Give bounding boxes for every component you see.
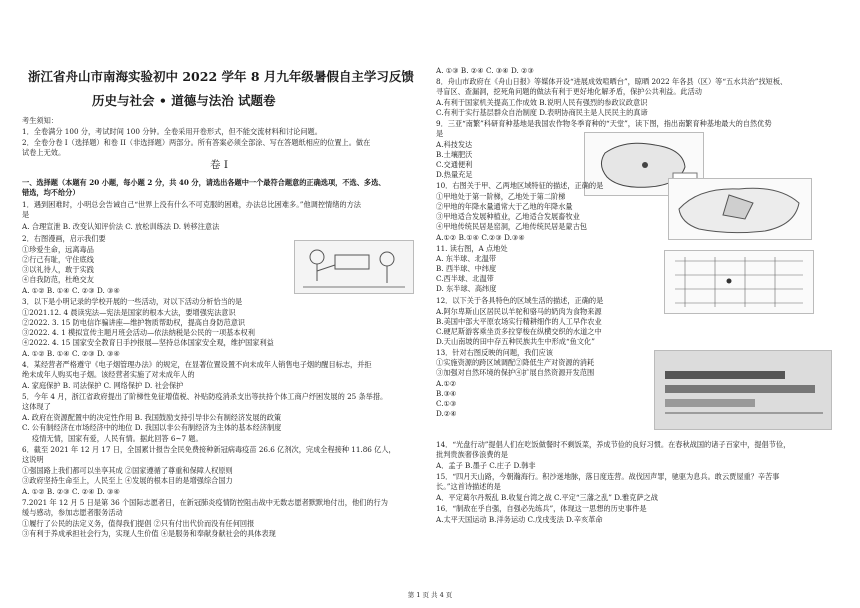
question-9-cont: 是: [436, 129, 444, 138]
question-11-option-c: C.西半球、北温带: [436, 274, 494, 283]
note-2-cont: 试卷上无效。: [22, 148, 66, 157]
note-1: 1．全卷满分 100 分，考试时间 100 分钟。全卷采用开卷形式，但不能交流材料和讨论问题。: [22, 127, 322, 136]
question-3: 3．以下是小明记录的学校开展的一些活动，对以下活动分析恰当的是: [22, 297, 243, 306]
question-2-item-2: ②行己有耻，守住底线: [22, 255, 94, 264]
question-16-options: A.太平天国运动 B.洋务运动 C.戊戌变法 D.辛亥革命: [436, 515, 603, 524]
note-2: 2．全卷分卷 I（选择题）和卷 II（非选择题）两部分。所有答案必须全部涂、写在答题纸相应的位置上。做在: [22, 138, 371, 147]
question-5-cont: 这体现了: [22, 402, 51, 411]
question-6-items-12: ①强国路上我们都可以坐享其成 ②国家遵循了尊重和保障人权原则: [22, 466, 233, 475]
question-3-item-3: ③2022. 4. 1 模拟宣传主题月班会活动—依法纳税是公民的一项基本权利: [22, 328, 255, 337]
question-11-option-b: B. 西半球、中纬度: [436, 264, 497, 273]
question-15-cont: 长。”这首诗描述的是: [436, 482, 501, 491]
question-3-item-4: ④2022. 4. 15 国家安全教育日手抄报展—坚持总体国家安全观，维护国家利益: [22, 338, 274, 347]
part1-instructions: 一、选择题（本题有 20 小题，每小题 2 分，共 40 分，请选出各题中一个最符合题意的正确选项，不选、多选、: [22, 178, 386, 187]
page-footer: 第 1 页 共 4 页: [407, 591, 453, 599]
part1-instructions-cont: 错选，均不给分）: [22, 188, 80, 197]
question-2-item-3: ③以礼待人，敢于实践: [22, 265, 94, 274]
question-14: 14．“光盘行动”提倡人们在吃饭做餐时不剩饭菜，养成节俭的良好习惯。在春秋战国的诸子百家中，提倡节俭，: [436, 440, 791, 449]
question-5: 5．今年 4 月，浙江省政府提出了阶梯性免征增值税、补贴防疫消杀支出等扶持个体工商户纾困发展的 25 条举措。: [22, 392, 388, 401]
question-14-cont: 批判贵族奢侈浪费的是: [436, 450, 508, 459]
question-13: 13．针对右图反映的问题，我们应该: [436, 348, 553, 357]
question-5-options-ab: A. 政府在资源配置中的决定性作用 B. 我国鼓励支持引导非公有制经济发展的政策: [22, 413, 282, 422]
question-9-option-b: B.土壤肥沃: [436, 150, 473, 159]
question-13-items-12: ①实施资源的跨区域调配②降低生产对资源的消耗: [436, 358, 595, 367]
cartoon-image: [294, 240, 414, 294]
question-2: 2．右图漫画，启示我们要: [22, 234, 106, 243]
question-6: 6．截至 2021 年 12 月 17 日，全国累计报告全民免费接种新冠病毒疫苗 26.6 亿剂次，完成全程接种 11.86 亿人，: [22, 445, 396, 454]
question-11-option-d: D. 东半球、高纬度: [436, 284, 497, 293]
question-1: 1．遇到困难时，小明总会告诫自己“世界上没有什么不可克服的困难，办法总比困难多。”他调控情绪的方法: [22, 200, 361, 209]
question-6-options: A. ①② B. ②③ C. ②④ D. ③④: [22, 487, 120, 496]
notes-heading: 考生须知：: [22, 116, 58, 125]
question-12-option-d: D.天山南坡的田中存五种民族共生中形成“鱼文化”: [436, 337, 595, 346]
question-4-cont: 绝未成年人购买电子烟。该经营者实施了对未成年人的: [22, 370, 195, 379]
question-6-cont: 这说明: [22, 455, 44, 464]
question-2-item-4: ④自我防范，杜绝交友: [22, 275, 94, 284]
section-heading: 卷 I: [210, 159, 228, 171]
question-9-option-c: C.交通便利: [436, 160, 473, 169]
question-2-item-1: ①珍爱生命，远离毒品: [22, 245, 94, 254]
question-9-option-d: D.热量充足: [436, 170, 473, 179]
resource-bar-figure: [654, 350, 832, 430]
question-14-options: A．孟子 B.墨子 C.庄子 D.韩非: [436, 461, 536, 470]
question-3-options: A. ①② B. ①④ C. ②③ D. ③④: [22, 349, 120, 358]
cartoon-drawing: [295, 241, 413, 293]
exam-title: 浙江省舟山市南海实验初中 2022 学年 8 月九年级暑假自主学习反馈: [28, 69, 414, 84]
question-7-options: A. ①③ B. ②④ C. ③④ D. ②③: [436, 66, 534, 75]
question-13-option-b: B.③④: [436, 389, 457, 398]
question-12: 12．以下关于各具特色的区域生活的描述，正确的是: [436, 296, 604, 305]
question-7-cont: 缓与感动，参加志愿者服务活动: [22, 508, 123, 517]
question-5-options-cd: C. 公有制经济在市场经济中的地位 D. 我国以非公有制经济为主体的基本经济制度: [22, 423, 282, 432]
question-6-items-34: ③政府坚持生命至上，人民至上 ④发展的根本目的是增强综合国力: [22, 476, 233, 485]
question-1-cont: 是: [22, 210, 30, 219]
question-10-options: A.①② B.①④ C.②③ D.③④: [436, 233, 525, 242]
question-13-option-a: A.①②: [436, 379, 457, 388]
question-3-item-1: ①2021.12. 4 晨读宪法—宪法是国家的根本大法，要增强宪法意识: [22, 308, 236, 317]
question-13-option-d: D.②④: [436, 409, 457, 418]
question-12-option-a: A.阿尔卑斯山区居民以羊驼和骆马的奶肉为食物来源: [436, 307, 602, 316]
question-10-item-4: ④甲地传统民居是窑洞，乙地传统民居是蒙古包: [436, 222, 587, 231]
question-9: 9．三亚“南繁”科研育种基地是我国农作物冬季育种的“天堂”，读下图，指出南繁育种基地最大的自然优势: [436, 119, 772, 128]
question-7: 7.2021 年 12 月 5 日是第 36 个国际志愿者日，在新冠肺炎疫情防控阻击战中无数志愿者默默地付出，他们的行为: [22, 498, 388, 507]
question-10-item-1: ①甲地处于第一阶梯，乙地处于第二阶梯: [436, 192, 566, 201]
question-8-options-ab: A.有利于国家机关提高工作成效 B.说明人民有强烈的参政议政意识: [436, 98, 648, 107]
china-region-map-drawing: [669, 179, 811, 239]
question-8-cont: 寻盲区、查漏洞，挖死角问题的做法有利于更好地化解矛盾，保护公共利益。此活动: [436, 87, 702, 96]
questions-6-7-intro: 疫情无情，国家有爱，人民有情。据此回答 6~7 题。: [32, 434, 203, 443]
question-1-options: A. 合理宣泄 B. 改变认知评价法 C. 放松训练法 D. 转移注意法: [22, 222, 220, 231]
question-8: 8．舟山市政府在《舟山日报》等媒体开设“进展成效喧晒台”，晾晒 2022 年各县（区）等“五水共治”找短板、: [436, 77, 788, 86]
question-10: 10．右图关于甲、乙两地区域特征的描述，正确的是: [436, 181, 604, 190]
question-15-options: A．平定葛尔丹叛乱 B.收复台湾之战 C.平定“三藩之乱” D.雅克萨之战: [436, 493, 658, 502]
question-11: 11. 读右图，A 点地处: [436, 244, 508, 253]
latitude-grid-image: [664, 250, 814, 314]
question-12-option-c: C.硬尼斯游客乘坐贡多拉穿梭在纵横交织的水道之中: [436, 327, 602, 336]
question-2-options: A. ①② B. ①④ C. ②③ D. ③④: [22, 286, 120, 295]
china-region-map-image: [668, 178, 812, 240]
question-4: 4．某经营者严格遵守《电子烟管理办法》的规定，在显著位置设置不向未成年人销售电子烟的醒目标志，并拒: [22, 360, 372, 369]
question-11-option-a: A. 东半球、北温带: [436, 254, 497, 263]
question-10-item-3: ③甲地适合发展种植业，乙地适合发展畜牧业: [436, 212, 580, 221]
question-12-option-b: B.美国中部大平原农场实行精耕细作的人工早作农业: [436, 317, 602, 326]
question-7-items-12: ①履行了公民的法定义务，值得我们提倡 ②只有付出代价而没有任何回报: [22, 519, 255, 528]
question-15: 15．“四月天山路，今朝瀚海行。积沙迷地脉，落日度连营。战伐因声罪，驰驱为息兵。敢云贾屋重？辛苦事: [436, 472, 780, 481]
exam-subtitle: 历史与社会 • 道德与法治 试题卷: [92, 93, 276, 108]
question-9-option-a: A.科技发达: [436, 140, 473, 149]
question-4-options: A. 家庭保护 B. 司法保护 C. 网络保护 D. 社会保护: [22, 381, 184, 390]
question-13-option-c: C.①③: [436, 399, 457, 408]
question-16: 16．“制敌在乎自强，自强必先练兵”，体现这一思想的历史事件是: [436, 504, 647, 513]
question-8-options-cd: C.有利于实行基层群众自治制度 D.表明协商民主是人民民主的真谛: [436, 108, 648, 117]
question-7-items-34: ③有利于养成承担社会行为，实现人生价值 ④是服务和奉献身献社会的具体表现: [22, 529, 276, 538]
resource-bar-drawing: [655, 351, 831, 429]
question-10-item-2: ②甲地的年降水量通常大于乙地的年降水量: [436, 202, 573, 211]
question-13-items-34: ③加强对自然环境的保护④扩展自然资源开发范围: [436, 368, 595, 377]
question-3-item-2: ②2022. 3. 15 防电信诈骗讲座—维护物质帮助权，提高自身防范意识: [22, 318, 246, 327]
latitude-grid-drawing: [665, 251, 813, 313]
